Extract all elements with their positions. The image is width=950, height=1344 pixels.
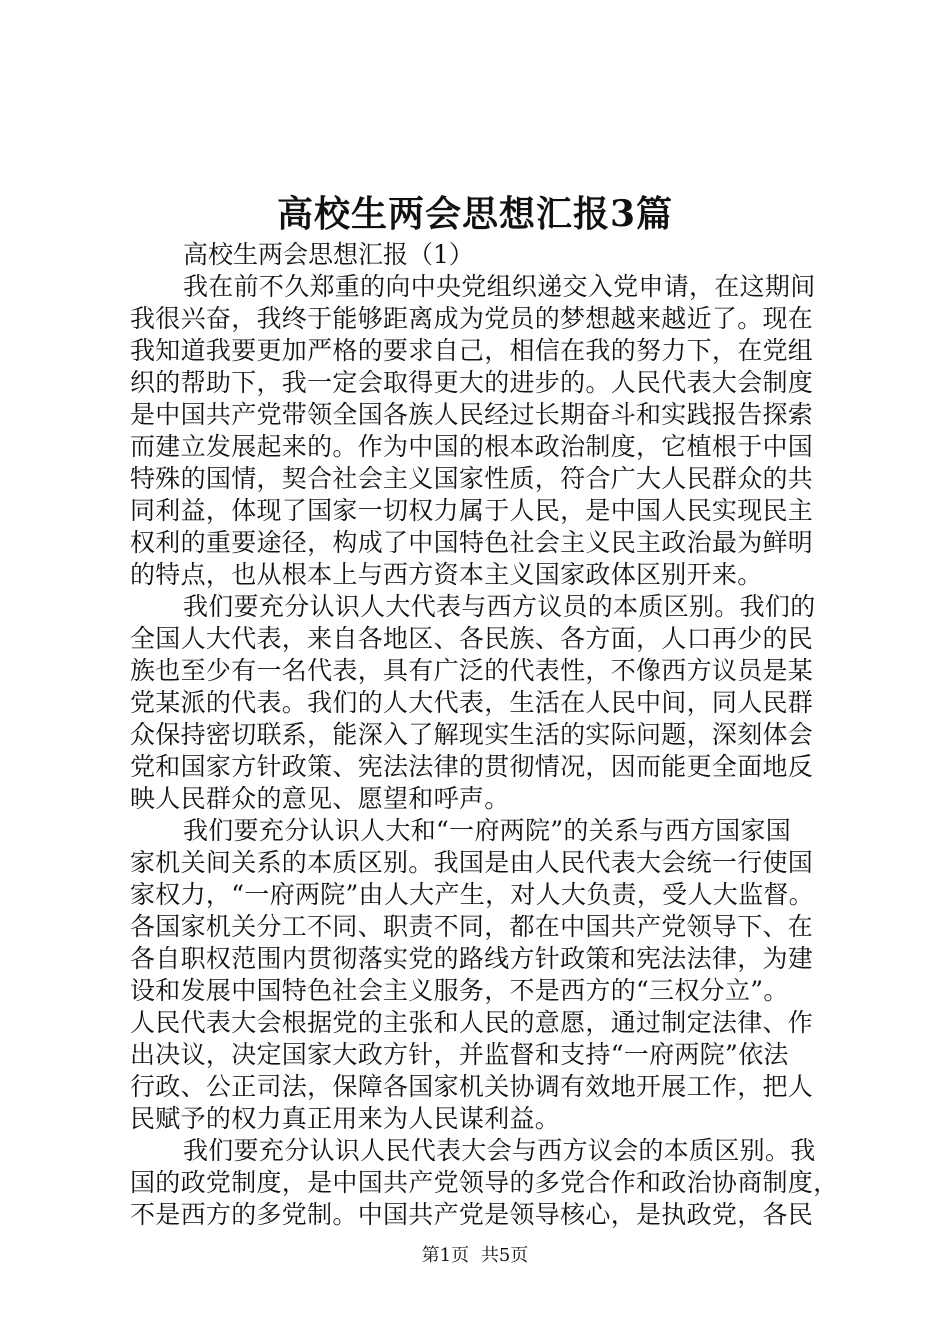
body-text-line: 不是西方的多党制。中国共产党是领导核心，是执政党，各民 [130, 1200, 814, 1229]
body-text-line: 特殊的国情，契合社会主义国家性质，符合广大人民群众的共 [130, 464, 814, 493]
page-footer [0, 1241, 950, 1267]
body-text-line: 同利益，体现了国家一切权力属于人民，是中国人民实现民主 [130, 496, 814, 525]
body-text-line: 民赋予的权力真正用来为人民谋利益。 [130, 1104, 561, 1133]
body-text-line: 我在前不久郑重的向中央党组织递交入党申请，在这期间 [183, 272, 816, 301]
body-text-line: 的特点，也从根本上与西方资本主义国家政体区别开来。 [130, 560, 763, 589]
section-subtitle: 高校生两会思想汇报（1） [183, 240, 474, 269]
body-text-line: 我知道我要更加严格的要求自己，相信在我的努力下，在党组 [130, 336, 814, 365]
body-text-line: 行政、公正司法，保障各国家机关协调有效地开展工作，把人 [130, 1072, 814, 1101]
body-text-line: 我很兴奋，我终于能够距离成为党员的梦想越来越近了。现在 [130, 304, 814, 333]
body-text-line: 映人民群众的意见、愿望和呼声。 [130, 784, 510, 813]
body-text-line: 众保持密切联系，能深入了解现实生活的实际问题，深刻体会 [130, 720, 814, 749]
body-text-line: 党和国家方针政策、宪法法律的贯彻情况，因而能更全面地反 [130, 752, 814, 781]
body-text-line: 国的政党制度，是中国共产党领导的多党合作和政治协商制度， [130, 1168, 839, 1197]
body-text-line: 各国家机关分工不同、职责不同，都在中国共产党领导下、在 [130, 912, 814, 941]
body-text-line: 我们要充分认识人大和“一府两院”的关系与西方国家国 [183, 816, 792, 845]
body-text-line: 各自职权范围内贯彻落实党的路线方针政策和宪法法律，为建 [130, 944, 814, 973]
body-text-line: 家机关间关系的本质区别。我国是由人民代表大会统一行使国 [130, 848, 814, 877]
current-page-number: 第1页 [421, 1245, 470, 1266]
body-text-line: 而建立发展起来的。作为中国的根本政治制度，它植根于中国 [130, 432, 814, 461]
body-text-line: 设和发展中国特色社会主义服务，不是西方的“三权分立”。 [130, 976, 789, 1005]
body-text-line: 族也至少有一名代表，具有广泛的代表性，不像西方议员是某 [130, 656, 814, 685]
body-text-line: 全国人大代表，来自各地区、各民族、各方面，人口再少的民 [130, 624, 814, 653]
body-text-line: 我们要充分认识人大代表与西方议员的本质区别。我们的 [183, 592, 816, 621]
body-text-line: 出决议，决定国家大政方针，并监督和支持“一府两院”依法 [130, 1040, 789, 1069]
body-text-line: 我们要充分认识人民代表大会与西方议会的本质区别。我 [183, 1136, 816, 1165]
body-text-line: 人民代表大会根据党的主张和人民的意愿，通过制定法律、作 [130, 1008, 814, 1037]
total-pages: 共5页 [480, 1245, 529, 1266]
body-text-line: 是中国共产党带领全国各族人民经过长期奋斗和实践报告探索 [130, 400, 814, 429]
body-text-line: 党某派的代表。我们的人大代表，生活在人民中间，同人民群 [130, 688, 814, 717]
body-text-line: 家权力，“一府两院”由人大产生，对人大负责，受人大监督。 [130, 880, 814, 909]
document-title: 高校生两会思想汇报3篇 [276, 193, 674, 235]
document-body [130, 271, 839, 1231]
body-text-line: 权利的重要途径，构成了中国特色社会主义民主政治最为鲜明 [130, 528, 814, 557]
body-text-line: 织的帮助下，我一定会取得更大的进步的。人民代表大会制度 [130, 368, 814, 397]
